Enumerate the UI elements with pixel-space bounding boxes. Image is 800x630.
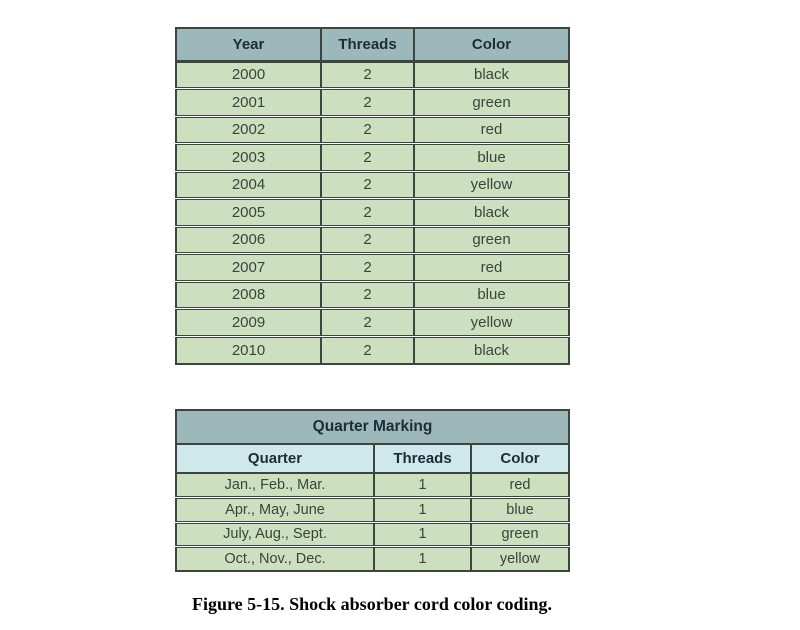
column-header-threads: Threads [374,444,471,473]
threads-cell: 2 [321,336,414,364]
table-row [176,473,569,498]
table-row [176,547,569,572]
threads-cell: 2 [321,199,414,227]
threads-cell: 2 [321,61,414,89]
color-cell: blue [414,144,569,172]
threads-cell: 1 [374,498,471,523]
threads-cell: 1 [374,473,471,498]
threads-cell: 2 [321,226,414,254]
threads-cell: 2 [321,309,414,337]
table-row [176,226,569,254]
table-row [176,498,569,523]
column-header-year: Year [176,28,321,61]
quarter-cell: Jan., Feb., Mar. [176,473,374,498]
color-cell: black [414,199,569,227]
table-title-row [176,410,569,444]
threads-cell: 2 [321,281,414,309]
color-cell: yellow [414,171,569,199]
color-cell: red [414,254,569,282]
color-cell: black [414,336,569,364]
column-header-threads: Threads [321,28,414,61]
quarter-marking-table-block [175,409,568,572]
quarter-cell: Oct., Nov., Dec. [176,547,374,572]
year-cell: 2007 [176,254,321,282]
year-cell: 2004 [176,171,321,199]
table-row [176,309,569,337]
table-row [176,116,569,144]
color-cell: green [414,226,569,254]
year-cell: 2008 [176,281,321,309]
threads-cell: 2 [321,89,414,117]
year-cell: 2000 [176,61,321,89]
table-row [176,144,569,172]
table-row [176,336,569,364]
color-cell: yellow [471,547,569,572]
year-color-table [175,27,570,365]
threads-cell: 1 [374,522,471,547]
threads-cell: 2 [321,171,414,199]
year-cell: 2003 [176,144,321,172]
figure-caption: Figure 5-15. Shock absorber cord color coding. [192,594,552,614]
table-header-row [176,28,569,61]
table-row [176,171,569,199]
table-row [176,522,569,547]
column-header-color: Color [414,28,569,61]
table-row [176,199,569,227]
threads-cell: 2 [321,144,414,172]
color-cell: green [471,522,569,547]
quarter-table-title: Quarter Marking [176,410,569,444]
table-row [176,254,569,282]
year-cell: 2005 [176,199,321,227]
column-header-quarter: Quarter [176,444,374,473]
color-cell: blue [414,281,569,309]
year-cell: 2010 [176,336,321,364]
column-header-color: Color [471,444,569,473]
quarter-cell: July, Aug., Sept. [176,522,374,547]
quarter-marking-table [175,409,570,572]
color-cell: yellow [414,309,569,337]
color-cell: blue [471,498,569,523]
year-cell: 2006 [176,226,321,254]
quarter-cell: Apr., May, June [176,498,374,523]
year-cell: 2002 [176,116,321,144]
color-cell: red [471,473,569,498]
table-row [176,281,569,309]
table-row [176,89,569,117]
year-color-table-block [175,27,568,365]
color-cell: green [414,89,569,117]
year-cell: 2009 [176,309,321,337]
table-row [176,61,569,89]
threads-cell: 2 [321,254,414,282]
threads-cell: 2 [321,116,414,144]
table-header-row [176,444,569,473]
threads-cell: 1 [374,547,471,572]
color-cell: red [414,116,569,144]
color-cell: black [414,61,569,89]
year-cell: 2001 [176,89,321,117]
